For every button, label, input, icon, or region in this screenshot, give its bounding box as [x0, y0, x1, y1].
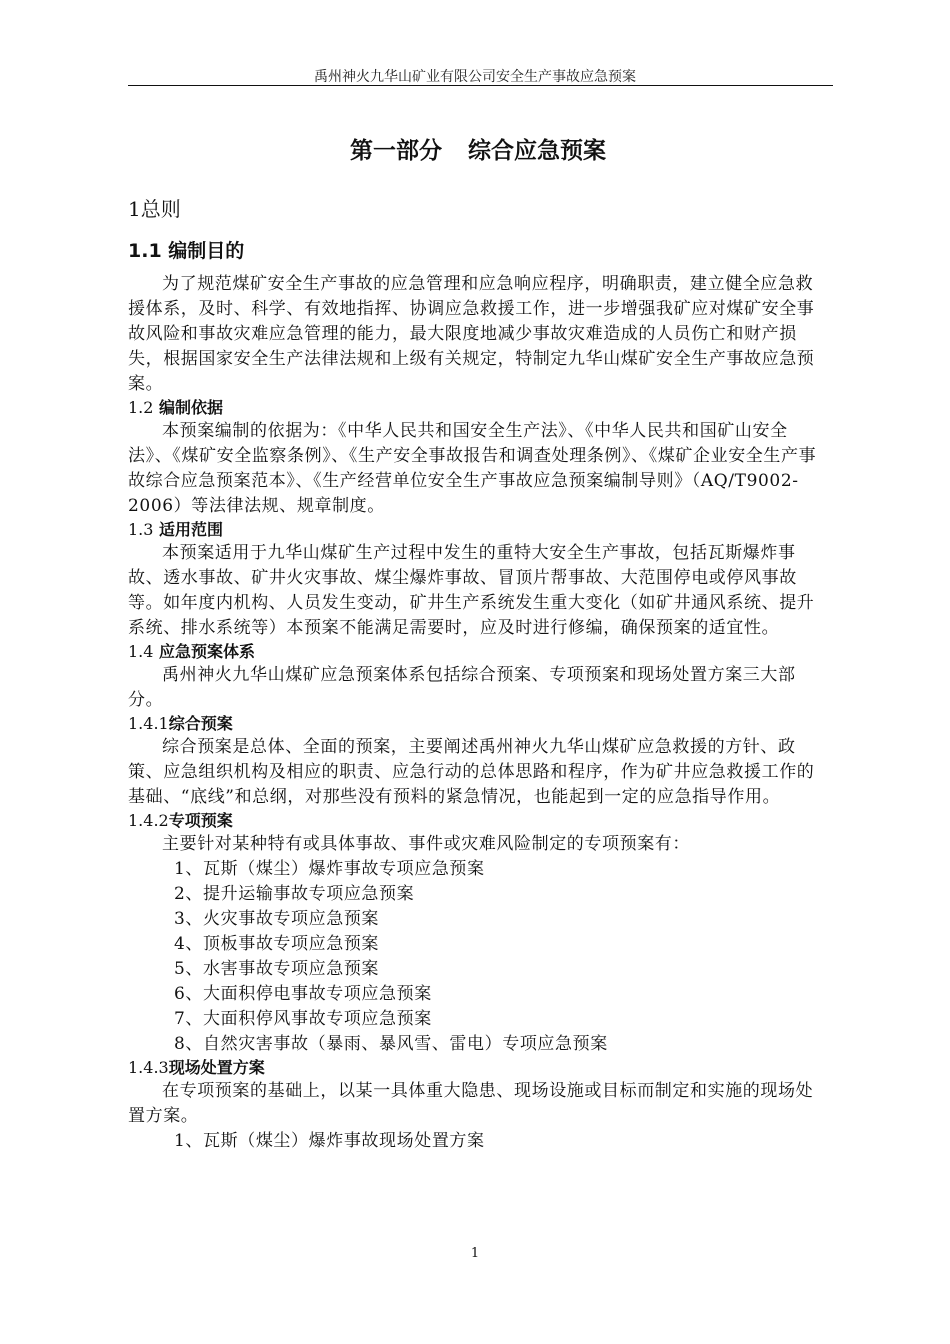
- list-item: 8、自然灾害事故（暴雨、暴风雪、雷电）专项应急预案: [174, 1034, 608, 1054]
- list-item: 1、瓦斯（煤尘）爆炸事故现场处置方案: [174, 1131, 485, 1151]
- section-1-4-3-heading: [128, 1057, 828, 1079]
- section-1-1-heading: 1.1 编制目的: [128, 240, 245, 262]
- section-title: 编制依据: [159, 398, 224, 417]
- special-plan-list: [128, 857, 828, 1057]
- header-text: 禹州神火九华山矿业有限公司安全生产事故应急预案: [314, 69, 636, 85]
- list-item: 3、火灾事故专项应急预案: [174, 909, 380, 929]
- section-1-4-1-heading: [128, 713, 828, 735]
- chapter-number: 1: [128, 197, 141, 221]
- section-1-2-body: 本预案编制的依据为：《中华人民共和国安全生产法》、《中华人民共和国矿山安全法》、《煤矿安全监察条例》、《生产安全事故报告和调查处理条例》、《煤矿企业安全生产事故综合应急预案范本》、《生产经营单位安全生产事故应急预案编制导则》（AQ/T9002-2006）等法律法规、规章制度。: [128, 421, 817, 516]
- section-1-4-3-body: 在专项预案的基础上，以某一具体重大隐患、现场设施或目标而制定和实施的现场处置方案。: [128, 1081, 814, 1126]
- section-1-3-heading: [128, 519, 828, 541]
- section-number: 1.4.2: [128, 811, 169, 830]
- section-title: 现场处置方案: [168, 1058, 265, 1077]
- section-title: 综合预案: [168, 714, 233, 733]
- part-title-left: 第一部分: [350, 138, 442, 164]
- section-1-1-body: 为了规范煤矿安全生产事故的应急管理和应急响应程序，明确职责，建立健全应急救援体系，及时、科学、有效地指挥、协调应急救援工作，进一步增强我矿应对煤矿安全事故风险和事故灾难应急管理的能力，最大限度地减少事故灾难造成的人员伤亡和财产损失，根据国家安全生产法律法规和上级有关规定，特制定九华山煤矿安全生产事故应急预案。: [128, 274, 815, 394]
- list-item: 2、提升运输事故专项应急预案: [174, 884, 415, 904]
- chapter-heading: [128, 194, 828, 224]
- part-title-right: 综合应急预案: [468, 138, 606, 164]
- list-item: 4、顶板事故专项应急预案: [174, 934, 380, 954]
- list-item: 7、大面积停风事故专项应急预案: [174, 1009, 432, 1029]
- header-rule: [128, 85, 833, 86]
- section-number: 1.4: [128, 642, 154, 661]
- part-title: [128, 134, 828, 168]
- section-title: 专项预案: [168, 811, 233, 830]
- list-item: 5、水害事故专项应急预案: [174, 959, 380, 979]
- chapter-title: 总则: [140, 197, 181, 221]
- section-1-4-2-intro: 主要针对某种特有或具体事故、事件或灾难风险制定的专项预案有：: [162, 834, 690, 854]
- section-1-4-heading: [128, 641, 828, 663]
- section-number: 1.2: [128, 398, 154, 417]
- onsite-plan-list: [128, 1129, 828, 1154]
- document-body: [128, 134, 828, 1154]
- section-title: 应急预案体系: [159, 642, 256, 661]
- section-1-2-heading: [128, 397, 828, 419]
- section-1-3-body: 本预案适用于九华山煤矿生产过程中发生的重特大安全生产事故，包括瓦斯爆炸事故、透水事故、矿井火灾事故、煤尘爆炸事故、冒顶片帮事故、大范围停电或停风事故等。如年度内机构、人员发生变动，矿井生产系统发生重大变化（如矿井通风系统、提升系统、排水系统等）本预案不能满足需要时，应及时进行修编，确保预案的适宜性。: [128, 543, 815, 638]
- list-item: 1、瓦斯（煤尘）爆炸事故专项应急预案: [174, 859, 485, 879]
- section-number: 1.3: [128, 520, 154, 539]
- page-number: 1: [470, 1246, 480, 1261]
- section-number: 1.4.1: [128, 714, 169, 733]
- section-1-4-2-heading: [128, 810, 828, 832]
- section-1-4-body: 禹州神火九华山煤矿应急预案体系包括综合预案、专项预案和现场处置方案三大部分。: [128, 665, 796, 710]
- section-title: 适用范围: [159, 520, 224, 539]
- section-1-4-1-body: 综合预案是总体、全面的预案，主要阐述禹州神火九华山煤矿应急救援的方针、政策、应急组织机构及相应的职责、应急行动的总体思路和程序，作为矿井应急救援工作的基础、“底线”和总纲，对那些没有预料的紧急情况，也能起到一定的应急指导作用。: [128, 737, 815, 807]
- section-number: 1.4.3: [128, 1058, 169, 1077]
- list-item: 6、大面积停电事故专项应急预案: [174, 984, 432, 1004]
